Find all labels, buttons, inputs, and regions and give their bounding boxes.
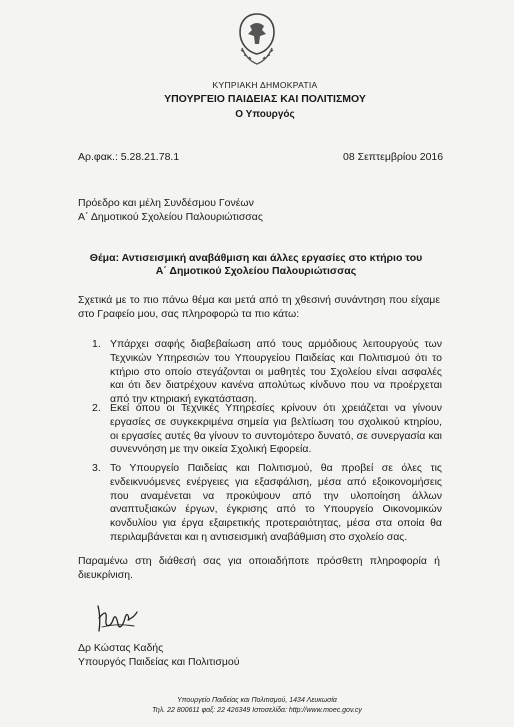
list-item-text: Εκεί όπου οι Τεχνικές Υπηρεσίες κρίνουν ότι χρειάζεται να γίνουν εργασίες σε συγκεκριμένα σημεία για βελτίωση του σχολικού κτηρίου, οι εργασίες αυτές θα γίνουν το συντομότερο δυνατό, σε συνεργασία και συνεννόηση με την οικεία Σχολική Εφορεία.	[110, 402, 442, 456]
closing-paragraph: Παραμένω στη διάθεσή σας για οποιαδήποτε πρόσθετη πληροφορία ή διευκρίνιση.	[78, 555, 440, 581]
intro-paragraph: Σχετικά με το πιο πάνω θέμα και μετά από τη χθεσινή συνάντηση που είχαμε στο Γραφείο μου, σας πληροφορώ τα πιο κάτω:	[78, 294, 440, 320]
country-name: ΚΥΠΡΙΑΚΗ ΔΗΜΟΚΡΑΤΙΑ	[212, 80, 318, 90]
subject-line: Θέμα: Αντισεισμική αναβάθμιση και άλλες εργασίες στο κτήριο του	[89, 252, 423, 264]
list-item-number: 3.	[92, 462, 101, 474]
handwritten-signature	[92, 600, 140, 634]
file-reference: Αρ.φακ.: 5.28.21.78.1	[78, 151, 180, 163]
recipient-line: Α΄ Δημοτικού Σχολείου Παλουριώτισσας	[78, 211, 263, 223]
letter-date: 08 Σεπτεμβρίου 2016	[343, 151, 444, 163]
list-item-number: 1.	[92, 338, 101, 350]
recipient-block	[78, 196, 263, 224]
signature-block	[78, 641, 239, 669]
subject-block	[70, 252, 442, 278]
list-item	[92, 402, 442, 457]
recipient-line: Πρόεδρο και μέλη Συνδέσμου Γονέων	[78, 197, 254, 209]
list-item-number: 2.	[92, 402, 101, 414]
coat-of-arms-icon	[232, 10, 282, 68]
signatory-name: Δρ Κώστας Καδής	[78, 642, 164, 654]
footer-contact: Τηλ. 22 800611 φαξ: 22 426349 Ιστοσελίδα: http://www.moec.gov.cy	[152, 707, 362, 714]
list-item-text: Υπάρχει σαφής διαβεβαίωση από τους αρμόδιους λειτουργούς των Τεχνικών Υπηρεσιών του Υπουργείου Παιδείας και Πολιτισμού ότι το κτήριο στο οποίο στεγάζονται οι μαθητές του Σχολείου είναι ασφαλές και ότι δεν διατρέχουν κανένα απολύτως κίνδυνο που να προέρχεται από την κτηριακή εγκατάσταση.	[110, 338, 442, 406]
list-item	[92, 338, 442, 407]
signatory-title: Υπουργός Παιδείας και Πολιτισμού	[78, 656, 240, 668]
ministry-name: ΥΠΟΥΡΓΕΙΟ ΠΑΙΔΕΙΑΣ ΚΑΙ ΠΟΛΙΤΙΣΜΟΥ	[164, 93, 366, 105]
list-item	[92, 462, 442, 545]
subject-line: Α΄ Δημοτικού Σχολείου Παλουριώτισσας	[155, 265, 357, 277]
list-item-text: Το Υπουργείο Παιδείας και Πολιτισμού, θα προβεί σε όλες τις ενδεικνυόμενες ενέργειες για εξασφάλιση, μέσα από εξοικονομήσεις που αναμένεται να προκύψουν από την υλοποίηση άλλων αναπτυξιακών έργων, έγκρισης από το Υπουργείο Οικονομικών κονδυλίου για έργα εξαιρετικής προτεραιότητας, μέσα στα οποία θα περιλαμβάνεται και η αντισεισμική αναβάθμιση στο σχολείο σας.	[110, 462, 442, 543]
footer-address: Υπουργείο Παιδείας και Πολιτισμού, 1434 Λευκωσία	[177, 697, 337, 704]
office-title: Ο Υπουργός	[235, 109, 295, 120]
